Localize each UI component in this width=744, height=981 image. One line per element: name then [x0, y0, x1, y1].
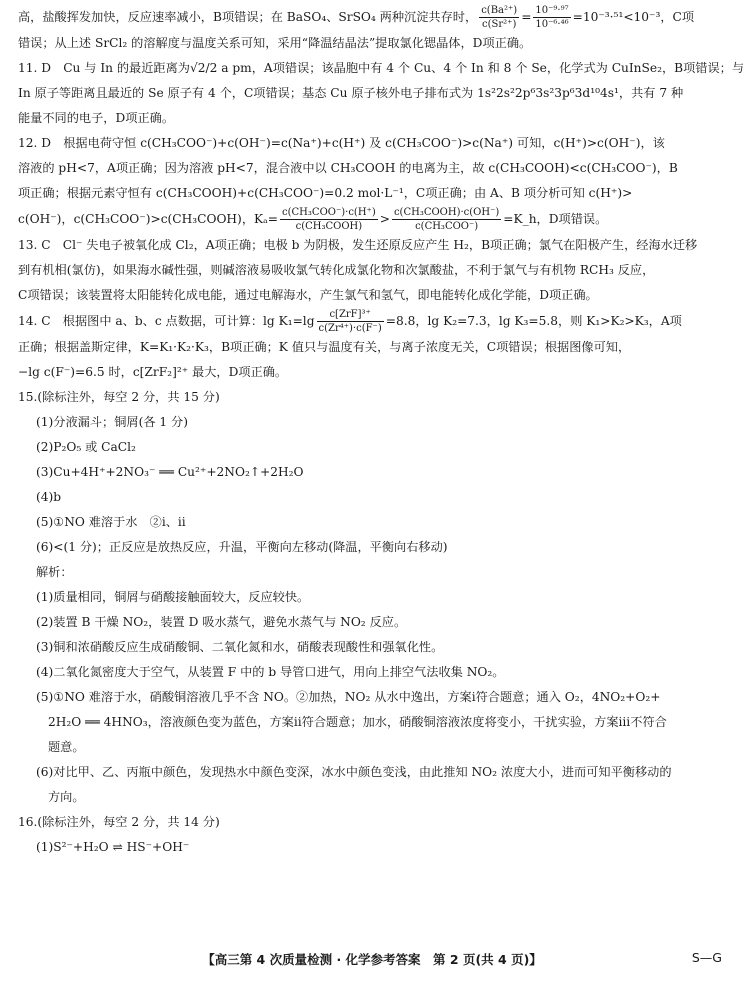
text-segment: 2H₂O ══ 4HNO₃，溶液颜色变为蓝色，方案ⅱ符合题意；加水，硝酸铜溶液浓度将变小，干扰实验，方案ⅲ不符合: [48, 715, 667, 729]
text-line: [18, 181, 673, 206]
text-segment: =8.8，lg K₂=7.3，lg K₃=5.8，则 K₁>K₂>K₃，A项: [385, 314, 682, 328]
text-segment: (6)对比甲、乙、丙瓶中颜色，发现热水中颜色变深，冰水中颜色变浅，由此推知 NO₂ 浓度大小，进而可知平衡移动的: [36, 765, 672, 779]
text-segment: 13. C Cl⁻ 失电子被氧化成 Cl₂，A项正确；电极 b 为阴极，发生还原反应产生 H₂，B项正确；氯气在阳极产生，经海水迁移: [18, 238, 698, 252]
text-line: [18, 308, 682, 335]
text-segment: c(OH⁻)，c(CH₃COO⁻)>c(CH₃COOH)，Kₐ=: [18, 212, 279, 226]
text-line: [18, 81, 684, 106]
fraction: [479, 4, 519, 31]
fraction-denominator: c(CH₃COOH): [295, 221, 363, 232]
fraction: [317, 308, 384, 335]
text-line: [18, 435, 673, 460]
text-segment: (2)装置 B 干燥 NO₂，装置 D 吸水蒸气，避免水蒸气与 NO₂ 反应。: [36, 615, 407, 629]
text-line: [18, 635, 673, 660]
text-segment: 15.(除标注外，每空 2 分，共 15 分): [18, 390, 220, 404]
text-line: [18, 560, 673, 585]
text-segment: (1)S²⁻+H₂O ⇌ HS⁻+OH⁻: [36, 840, 190, 854]
text-segment: =K_h，D项错误。: [503, 212, 608, 226]
fraction-numerator: c(CH₃COOH)·c(OH⁻): [393, 207, 500, 218]
text-line: [18, 283, 673, 308]
text-segment: 溶液的 pH<7，A项正确；因为溶液 pH<7，混合液中以 CH₃COOH 的电离为主，故 c(CH₃COOH)<c(CH₃COO⁻)，B: [18, 161, 678, 175]
text-line: [18, 156, 678, 181]
text-line: [18, 206, 673, 233]
text-line: [18, 760, 673, 785]
text-segment: (3)Cu+4H⁺+2NO₃⁻ ══ Cu²⁺+2NO₂↑+2H₂O: [36, 465, 304, 479]
text-line: [18, 410, 673, 435]
page-footer: [0, 950, 744, 974]
text-line: [18, 685, 673, 710]
fraction: [392, 206, 501, 233]
text-segment: In 原子等距离且最近的 Se 原子有 4 个，C项错误；基态 Cu 原子核外电子排布式为 1s²2s²2p⁶3s²3p⁶3d¹⁰4s¹，共有 7 种: [18, 86, 684, 100]
text-segment: (1)分液漏斗；铜屑(各 1 分): [36, 415, 188, 429]
fraction-denominator: 10⁻⁶·⁴⁶: [535, 19, 569, 30]
text-line: [18, 835, 673, 860]
text-line: [18, 785, 673, 810]
text-segment: 解析：: [36, 565, 73, 579]
text-segment: 12. D 根据电荷守恒 c(CH₃COO⁻)+c(OH⁻)=c(Na⁺)+c(H⁺) 及 c(CH₃COO⁻)>c(Na⁺) 可知，c(H⁺)>c(OH⁻)，该: [18, 136, 665, 150]
text-line: [18, 810, 673, 835]
footer-code: S—G: [691, 950, 722, 965]
fraction-numerator: c(CH₃COO⁻)·c(H⁺): [282, 207, 376, 218]
text-line: [18, 258, 673, 283]
text-segment: (1)质量相同，铜屑与硝酸接触面较大，反应较快。: [36, 590, 310, 604]
text-segment: (5)①NO 难溶于水 ②ⅰ、ⅱ: [36, 515, 186, 529]
text-line: [18, 335, 673, 360]
text-line: [18, 510, 673, 535]
text-line: [18, 385, 673, 410]
text-line: [18, 735, 673, 760]
text-segment: 方向。: [48, 790, 85, 804]
text-segment: C项错误；该装置将太阳能转化成电能，通过电解海水，产生氯气和氢气，即电能转化成化学能，D项正确。: [18, 288, 598, 302]
text-segment: 错误；从上述 SrCl₂ 的溶解度与温度关系可知，采用“降温结晶法”提取氯化锶晶体，D项正确。: [18, 36, 532, 50]
text-segment: (6)<(1 分)；正反应是放热反应，升温，平衡向左移动(降温，平衡向右移动): [36, 540, 448, 554]
text-segment: (5)①NO 难溶于水，硝酸铜溶液几乎不含 NO。②加热，NO₂ 从水中逸出，方案ⅰ符合题意；通入 O₂，4NO₂+O₂+: [36, 690, 661, 704]
fraction-denominator: c(Zr⁴⁺)·c(F⁻): [318, 323, 382, 334]
text-line: [18, 131, 673, 156]
text-segment: (3)铜和浓硝酸反应生成硝酸铜、二氧化氮和水，硝酸表现酸性和强氧化性。: [36, 640, 444, 654]
text-segment: =10⁻³·⁵¹<10⁻³，C项: [572, 10, 695, 24]
text-segment: 高，盐酸挥发加快，反应速率减小，B项错误；在 BaSO₄、SrSO₄ 两种沉淀共存时，: [18, 10, 478, 24]
text-line: [18, 106, 673, 131]
text-segment: −lg c(F⁻)=6.5 时，c[ZrF₂]²⁺ 最大，D项正确。: [18, 365, 288, 379]
footer-title: 【高三第 4 次质量检测 · 化学参考答案 第 2 页(共 4 页)】: [202, 952, 542, 967]
text-line: [18, 585, 673, 610]
text-segment: 题意。: [48, 740, 85, 754]
text-line: [18, 233, 698, 258]
text-segment: 正确；根据盖斯定律，K=K₁·K₂·K₃，B项正确；K 值只与温度有关，与离子浓度无关，C项错误；根据图像可知，: [18, 340, 631, 354]
fraction: [533, 4, 570, 31]
fraction-numerator: c(Ba²⁺): [481, 5, 518, 16]
fraction-denominator: c(CH₃COO⁻): [415, 221, 479, 232]
text-line: [18, 460, 673, 485]
fraction-denominator: c(Sr²⁺): [482, 19, 517, 30]
text-line: [18, 4, 695, 31]
fraction-numerator: c[ZrF]³⁺: [317, 308, 384, 322]
text-segment: (2)P₂O₅ 或 CaCl₂: [36, 440, 136, 454]
text-segment: >: [379, 212, 390, 226]
text-line: [18, 485, 673, 510]
text-line: [18, 31, 673, 56]
text-line: [18, 360, 673, 385]
text-segment: 11. D Cu 与 In 的最近距离为√2/2 a pm，A项错误；该晶胞中有 4 个 Cu、4 个 In 和 8 个 Se，化学式为 CuInSe₂，B项错误；与: [18, 61, 744, 75]
text-segment: 到有机相(氯仿)，如果海水碱性强，则碱溶液易吸收氯气转化成氯化物和次氯酸盐，不利于氯气与有机物 RCH₃ 反应，: [18, 263, 655, 277]
text-segment: 14. C 根据图中 a、b、c 点数据，可计算：lg K₁=lg: [18, 314, 315, 328]
text-segment: 能量不同的电子，D项正确。: [18, 111, 175, 125]
text-line: [18, 610, 673, 635]
equals-sign: =: [521, 10, 532, 24]
text-line: [18, 710, 673, 735]
text-segment: 项正确；根据元素守恒有 c(CH₃COOH)+c(CH₃COO⁻)=0.2 mol·L⁻¹，C项正确；由 A、B 项分析可知 c(H⁺)>: [18, 186, 633, 200]
fraction-numerator: 10⁻⁹·⁹⁷: [535, 5, 569, 16]
fraction: [280, 206, 378, 233]
text-segment: (4)b: [36, 490, 62, 504]
text-segment: (4)二氧化氮密度大于空气，从装置 F 中的 b 导管口进气，用向上排空气法收集 NO₂。: [36, 665, 505, 679]
text-line: [18, 535, 673, 560]
text-line: [18, 660, 673, 685]
text-line: [18, 56, 744, 81]
text-segment: 16.(除标注外，每空 2 分，共 14 分): [18, 815, 220, 829]
